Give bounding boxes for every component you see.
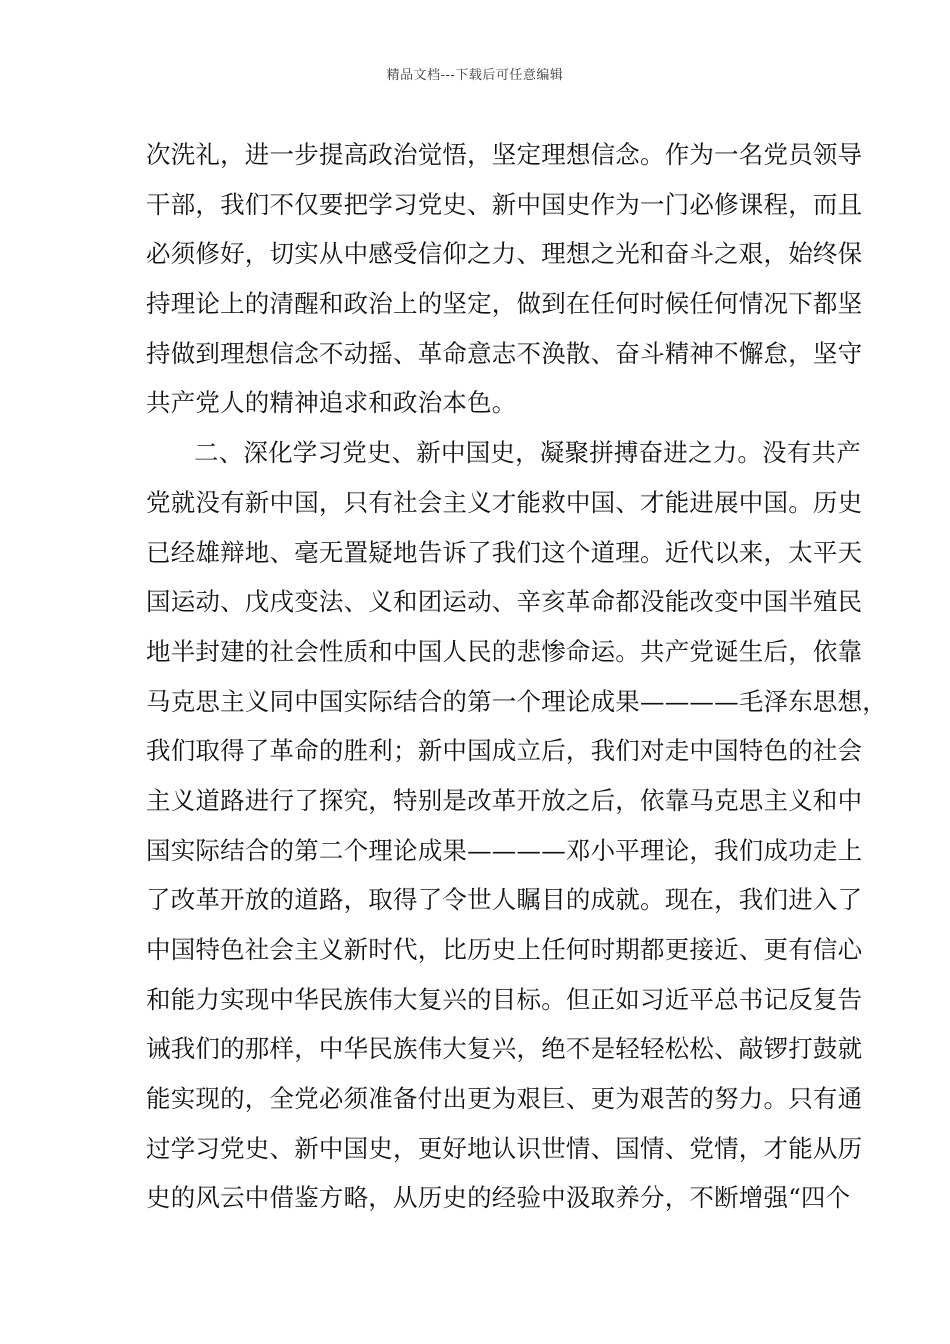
text-line: 干部，我们不仅要把学习党史、新中国史作为一门必修课程，而且 (146, 189, 863, 219)
page-header: 精品文档---下载后可任意编辑 (386, 68, 564, 83)
text-line: 次洗礼，进一步提高政治觉悟，坚定理想信念。作为一名党员领导 (146, 140, 863, 169)
text-line: 已经雄辩地、毫无置疑地告诉了我们这个道理。近代以来，太平天 (146, 537, 863, 567)
text-line: 诫我们的那样，中华民族伟大复兴，绝不是轻轻松松、敲锣打鼓就 (146, 1034, 863, 1064)
text-line: 史的风云中借鉴方略，从历史的经验中汲取养分，不断增强“四个 (146, 1183, 851, 1213)
text-line: 持做到理想信念不动摇、革命意志不涣散、奋斗精神不懈怠，坚守 (146, 338, 863, 368)
text-line: 和能力实现中华民族伟大复兴的目标。但正如习近平总书记反复告 (146, 984, 863, 1014)
text-line: 共产党人的精神追求和政治本色。 (146, 388, 517, 418)
text-line: 过学习党史、新中国史，更好地认识世情、国情、党情，才能从历 (146, 1133, 863, 1163)
document-body (146, 130, 887, 1223)
text-line: 国实际结合的第二个理论成果————邓小平理论，我们成功走上 (146, 835, 863, 865)
paragraph-heading-line: 二、深化学习党史、新中国史，凝聚拼搏奋进之力。没有共产 (194, 438, 861, 468)
text-line: 地半封建的社会性质和中国人民的悲惨命运。共产党诞生后，依靠 (146, 636, 863, 666)
text-line: 必须修好，切实从中感受信仰之力、理想之光和奋斗之艰，始终保 (146, 239, 863, 269)
text-line: 马克思主义同中国实际结合的第一个理论成果————毛泽东思想， (146, 686, 887, 716)
text-line: 了改革开放的道路，取得了令世人瞩目的成就。现在，我们进入了 (146, 885, 863, 915)
text-line: 主义道路进行了探究，特别是改革开放之后，依靠马克思主义和中 (146, 785, 863, 815)
text-line: 中国特色社会主义新时代，比历史上任何时期都更接近、更有信心 (146, 935, 863, 964)
text-line: 国运动、戊戌变法、义和团运动、辛亥革命都没能改变中国半殖民 (146, 587, 863, 617)
text-line: 能实现的，全党必须准备付出更为艰巨、更为艰苦的努力。只有通 (146, 1084, 863, 1114)
text-line: 持理论上的清醒和政治上的坚定，做到在任何时候任何情况下都坚 (146, 289, 863, 319)
text-line: 我们取得了革命的胜利；新中国成立后，我们对走中国特色的社会 (146, 736, 863, 766)
text-line: 党就没有新中国，只有社会主义才能救中国、才能进展中国。历史 (146, 487, 863, 517)
